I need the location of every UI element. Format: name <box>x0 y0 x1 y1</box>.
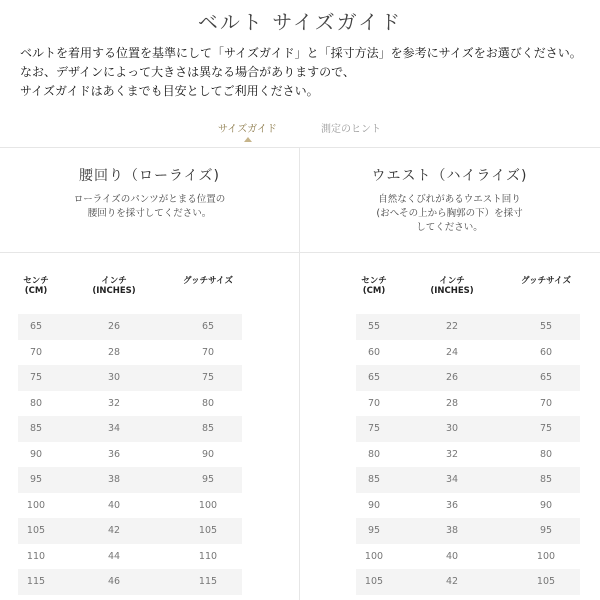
table-row <box>18 544 242 570</box>
intro-line: サイズガイドはあくまでも目安としてご利用ください。 <box>20 84 319 98</box>
cell-inches: 26 <box>392 365 512 391</box>
intro-line: なお、デザインによって大きさは異なる場合がありますので、 <box>20 65 355 79</box>
low-rise-size-table <box>18 270 242 595</box>
cell-inches: 32 <box>107 397 121 409</box>
column-header-cm: センチ (CM) <box>23 276 49 296</box>
high-rise-title: ウエスト（ハイライズ) <box>371 168 528 184</box>
tab-size-guide[interactable]: サイズガイド <box>218 124 277 135</box>
cell-inches: 22 <box>392 314 512 340</box>
cell-inches: 36 <box>445 499 459 511</box>
cell-inches: 24 <box>445 346 459 358</box>
cell-cm: 100 <box>26 499 46 511</box>
table-row <box>18 314 242 340</box>
intro-line: ベルトを着用する位置を基準にして「サイズガイド」と「採寸方法」を参考にサイズをお選びください。 <box>20 46 582 60</box>
low-rise-description: ローライズのパンツがとまる位置の 腰回りを採寸してください。 <box>73 194 226 219</box>
cell-cm: 70 <box>29 346 43 358</box>
column-header-gucci-size: グッチサイズ <box>521 276 571 286</box>
table-row <box>356 416 580 442</box>
cell-gucci-size: 80 <box>201 397 215 409</box>
cell-inches: 46 <box>54 569 174 595</box>
cell-gucci-size: 75 <box>512 416 580 442</box>
cell-gucci-size: 115 <box>174 569 242 595</box>
table-row <box>356 365 580 391</box>
cell-gucci-size: 70 <box>539 397 553 409</box>
table-row <box>356 467 580 493</box>
cell-inches: 38 <box>392 518 512 544</box>
cell-cm: 115 <box>18 569 54 595</box>
cell-cm: 110 <box>26 550 46 562</box>
low-rise-title: 腰回り（ローライズ) <box>79 168 220 184</box>
cell-gucci-size: 95 <box>512 518 580 544</box>
column-header-inches: インチ (INCHES) <box>430 276 474 296</box>
cell-inches: 38 <box>54 467 174 493</box>
cell-gucci-size: 90 <box>201 448 215 460</box>
cell-gucci-size: 70 <box>201 346 215 358</box>
cell-cm: 75 <box>18 365 54 391</box>
table-row <box>18 467 242 493</box>
table-row <box>356 518 580 544</box>
low-rise-panel-header <box>0 165 299 221</box>
table-row <box>18 416 242 442</box>
page-title: ベルト サイズガイド <box>197 10 403 34</box>
cell-inches: 34 <box>54 416 174 442</box>
table-row <box>356 569 580 595</box>
cell-inches: 34 <box>392 467 512 493</box>
cell-cm: 65 <box>356 365 392 391</box>
cell-cm: 65 <box>18 314 54 340</box>
cell-cm: 80 <box>29 397 43 409</box>
cell-gucci-size: 85 <box>512 467 580 493</box>
cell-cm: 70 <box>367 397 381 409</box>
column-header-cm: センチ (CM) <box>361 276 387 296</box>
cell-inches: 30 <box>54 365 174 391</box>
cell-cm: 90 <box>367 499 381 511</box>
table-row <box>18 365 242 391</box>
cell-cm: 100 <box>364 550 384 562</box>
high-rise-description: 自然なくびれがあるウエスト回り (おへその上から胸郭の下）を採寸 してください。 <box>376 194 523 233</box>
table-header-row <box>18 270 242 310</box>
cell-inches: 42 <box>54 518 174 544</box>
cell-cm: 60 <box>367 346 381 358</box>
cell-gucci-size: 100 <box>536 550 556 562</box>
cell-gucci-size: 55 <box>512 314 580 340</box>
column-header-gucci-size: グッチサイズ <box>183 276 233 286</box>
high-rise-size-table <box>356 270 580 595</box>
cell-cm: 105 <box>18 518 54 544</box>
table-row <box>18 391 242 417</box>
cell-gucci-size: 100 <box>198 499 218 511</box>
cell-inches: 40 <box>107 499 121 511</box>
cell-inches: 30 <box>392 416 512 442</box>
table-row <box>18 518 242 544</box>
column-header-inches: インチ (INCHES) <box>92 276 136 296</box>
cell-gucci-size: 65 <box>512 365 580 391</box>
cell-gucci-size: 60 <box>539 346 553 358</box>
table-row <box>356 314 580 340</box>
table-header-row <box>356 270 580 310</box>
cell-gucci-size: 105 <box>174 518 242 544</box>
cell-cm: 80 <box>367 448 381 460</box>
cell-gucci-size: 75 <box>174 365 242 391</box>
cell-cm: 95 <box>356 518 392 544</box>
table-row <box>356 442 580 468</box>
table-row <box>18 340 242 366</box>
cell-cm: 85 <box>356 467 392 493</box>
cell-inches: 42 <box>392 569 512 595</box>
table-row <box>356 391 580 417</box>
cell-gucci-size: 110 <box>198 550 218 562</box>
cell-gucci-size: 85 <box>174 416 242 442</box>
cell-cm: 55 <box>356 314 392 340</box>
divider <box>0 252 600 253</box>
tab-measuring-tips[interactable]: 測定のヒント <box>321 124 381 135</box>
cell-gucci-size: 90 <box>539 499 553 511</box>
cell-cm: 85 <box>18 416 54 442</box>
cell-inches: 40 <box>445 550 459 562</box>
table-row <box>18 442 242 468</box>
table-row <box>356 340 580 366</box>
cell-inches: 28 <box>445 397 459 409</box>
high-rise-panel-header <box>300 165 599 235</box>
cell-gucci-size: 95 <box>174 467 242 493</box>
cell-gucci-size: 80 <box>539 448 553 460</box>
cell-inches: 36 <box>107 448 121 460</box>
table-row <box>356 544 580 570</box>
tab-bar <box>0 120 600 146</box>
cell-cm: 90 <box>29 448 43 460</box>
cell-cm: 95 <box>18 467 54 493</box>
cell-gucci-size: 65 <box>174 314 242 340</box>
cell-inches: 28 <box>107 346 121 358</box>
cell-cm: 75 <box>356 416 392 442</box>
intro-text <box>20 44 592 101</box>
cell-inches: 26 <box>54 314 174 340</box>
table-row <box>356 493 580 519</box>
cell-inches: 44 <box>107 550 121 562</box>
active-tab-indicator <box>244 137 252 142</box>
divider <box>0 147 600 148</box>
cell-cm: 105 <box>356 569 392 595</box>
cell-gucci-size: 105 <box>512 569 580 595</box>
table-row <box>18 569 242 595</box>
table-row <box>18 493 242 519</box>
cell-inches: 32 <box>445 448 459 460</box>
